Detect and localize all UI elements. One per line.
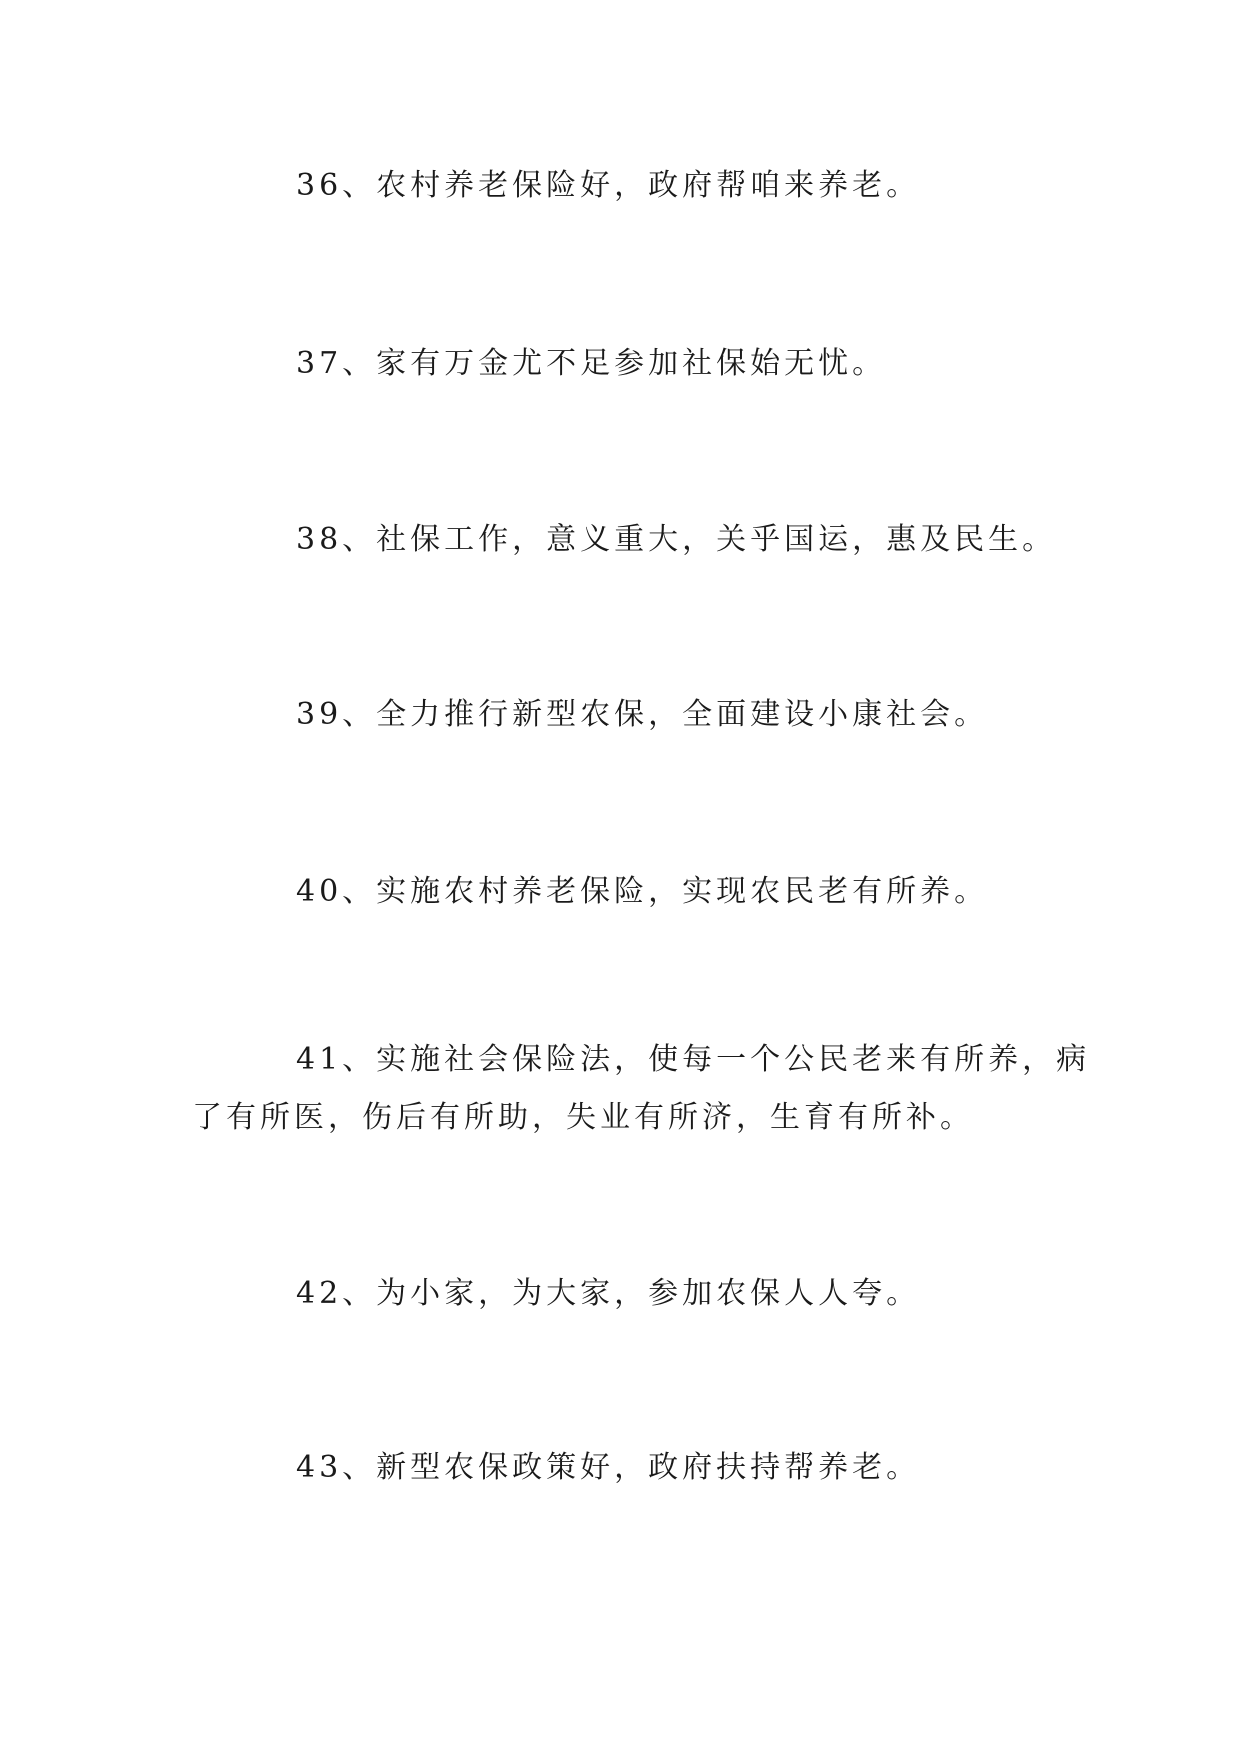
slogan-36: 36、农村养老保险好，政府帮咱来养老。: [296, 168, 921, 203]
slogan-43: 43、新型农保政策好，政府扶持帮养老。: [296, 1450, 921, 1485]
slogan-42: 42、为小家，为大家，参加农保人人夸。: [296, 1276, 921, 1311]
slogan-37: 37、家有万金尤不足参加社保始无忧。: [296, 346, 887, 381]
slogan-41-line-1: 41、实施社会保险法，使每一个公民老来有所养，病: [296, 1042, 1091, 1077]
slogan-41-line-2: 了有所医，伤后有所助，失业有所济，生育有所补。: [192, 1100, 974, 1135]
slogan-38: 38、社保工作，意义重大，关乎国运，惠及民生。: [296, 522, 1057, 557]
slogan-39: 39、全力推行新型农保，全面建设小康社会。: [296, 697, 989, 732]
slogan-41: [0, 1038, 1241, 1140]
slogan-40: 40、实施农村养老保险，实现农民老有所养。: [296, 874, 989, 909]
